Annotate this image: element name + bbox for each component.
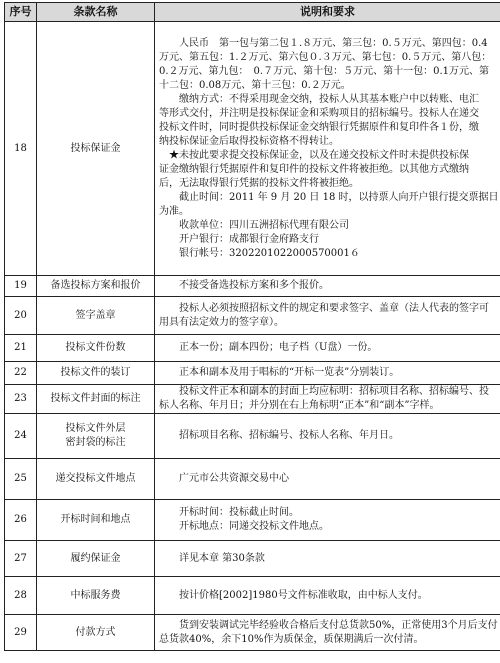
description-line: 标人名称、年月日；并分别在右上角标明“正本”和“副本”字样。	[159, 400, 440, 411]
table-row	[5, 541, 500, 577]
table-row	[5, 297, 500, 335]
clause-table	[4, 2, 500, 651]
description-line: 万元、第五包：1.２万元、第六包０.３万元、第七包：0.５万元、第八包：	[159, 51, 492, 63]
description-line: 招标项目名称、招标编号、投标人名称、年月日。	[159, 430, 399, 441]
clause-description	[155, 276, 500, 297]
description-line: 收款单位：四川五洲招标代理有限公司	[159, 219, 349, 231]
header-no: 序号	[5, 3, 37, 22]
clause-description	[155, 335, 500, 362]
clause-number: 18	[5, 22, 37, 276]
clause-description	[155, 297, 500, 335]
description-line: 缴纳方式：不得采用现金交纳，投标人从其基本账户中以转账、电汇	[159, 93, 479, 105]
clause-number: 26	[5, 500, 37, 541]
table-row	[5, 276, 500, 297]
clause-description	[155, 615, 500, 651]
clause-number: 29	[5, 615, 37, 651]
clause-description	[155, 500, 500, 541]
clause-name: 签字盖章	[37, 297, 155, 335]
description-line: 投标文件正本和副本的封面上均应标明：招标项目名称、招标编号、投	[159, 386, 489, 397]
clause-number: 27	[5, 541, 37, 577]
clause-description	[155, 577, 500, 615]
description-line: 按计价格[2002]1980号文件标准收取，由中标人支付。	[159, 589, 428, 601]
description-line: 等形式交付，并注明是投标保证金和采购项目的招标编号。投标人在递交	[159, 107, 479, 119]
description-line: 人民币 第一包与第二包１.８万元、第三包：0.５万元、第四包：0.4	[159, 37, 488, 49]
description-line: 证金缴纳银行凭据原件和复印件的投标文件将被拒绝。以其他方式缴纳	[159, 163, 469, 175]
clause-name: 投标文件封面的标注	[37, 385, 155, 414]
description-line: 正本一份；副本四份；电子档（U盘）一份。	[159, 342, 378, 353]
table-row	[5, 577, 500, 615]
description-line: 银行帐号：3202201022000570001６	[159, 247, 360, 259]
description-line: 十二包：0.08万元、第十三包：0.２万元。	[159, 79, 351, 91]
description-line: 详见本章 第30条款	[159, 552, 265, 564]
clause-name: 中标服务费	[37, 577, 155, 615]
description-line: 为准。	[159, 205, 189, 217]
clause-description	[155, 459, 500, 500]
description-line: 投标文件时，同时提供投标保证金交纳银行凭据原件和复印件各１份，缴	[159, 121, 479, 133]
description-line: 开户银行：成都银行金府路支行	[159, 233, 319, 245]
clause-description	[155, 541, 500, 577]
clause-description	[155, 362, 500, 385]
table-row	[5, 615, 500, 651]
description-line: 投标人必须按照招标文件的规定和要求签字、盖章（法人代表的签字可	[159, 302, 489, 314]
clause-name: 投标文件的装订	[37, 362, 155, 385]
description-line: 用具有法定效力的签字章）。	[159, 316, 284, 328]
document-page	[4, 2, 500, 663]
table-row	[5, 385, 500, 414]
description-line: 0.２万元、第九包： 0.７万元、第十包：５万元、第十一包：0.1万元、第	[159, 65, 489, 77]
clause-number: 24	[5, 414, 37, 459]
description-line: ★未按此要求提交投标保证金，以及在递交投标文件时未提供投标保	[159, 149, 469, 161]
description-line: 开标地点：同递交投标文件地点。	[159, 521, 329, 532]
description-line: 总货款40%，余下10%作为质保金，质保期满后一次付清。	[159, 633, 424, 645]
table-row	[5, 459, 500, 500]
clause-name: 递交投标文件地点	[37, 459, 155, 500]
description-line: 纳投标保证金后取得投标资格不得转让。	[159, 135, 339, 147]
clause-name: 开标时间和地点	[37, 500, 155, 541]
table-row	[5, 335, 500, 362]
table-row	[5, 22, 500, 276]
table-header-row	[5, 3, 500, 22]
table-row	[5, 500, 500, 541]
table-row	[5, 414, 500, 459]
clause-name: 投标文件份数	[37, 335, 155, 362]
clause-name: 投标保证金	[37, 22, 155, 276]
description-line: 截止时间：2011 年 9 月 20 日 18 时，以持票人向开户银行提交票据日	[159, 191, 499, 203]
clause-number: 21	[5, 335, 37, 362]
description-line: 广元市公共资源交易中心	[159, 473, 289, 484]
clause-number: 28	[5, 577, 37, 615]
table-body	[5, 22, 500, 651]
clause-number: 25	[5, 459, 37, 500]
clause-number: 23	[5, 385, 37, 414]
clause-number: 19	[5, 276, 37, 297]
description-line: 货到安装调试完毕经验收合格后支付总货款50%，正常使用3个月后支付	[159, 619, 498, 631]
clause-name: 备选投标方案和报价	[37, 276, 155, 297]
description-line: 正本和副本及用于唱标的“开标一览表”分别装订。	[159, 367, 400, 378]
clause-number: 22	[5, 362, 37, 385]
clause-description	[155, 385, 500, 414]
clause-description	[155, 22, 500, 276]
description-line: 后，无法取得银行凭据的投标文件将被拒绝。	[159, 177, 359, 189]
header-desc: 说明和要求	[155, 3, 500, 22]
clause-number: 20	[5, 297, 37, 335]
clause-name: 履约保证金	[37, 541, 155, 577]
table-row	[5, 362, 500, 385]
clause-description	[155, 414, 500, 459]
header-name: 条款名称	[37, 3, 155, 22]
clause-name: 投标文件外层 密封袋的标注	[37, 414, 155, 459]
description-line: 不接受备选投标方案和多个报价。	[159, 280, 329, 291]
description-line: 开标时间：投标截止时间。	[159, 507, 299, 518]
clause-name: 付款方式	[37, 615, 155, 651]
